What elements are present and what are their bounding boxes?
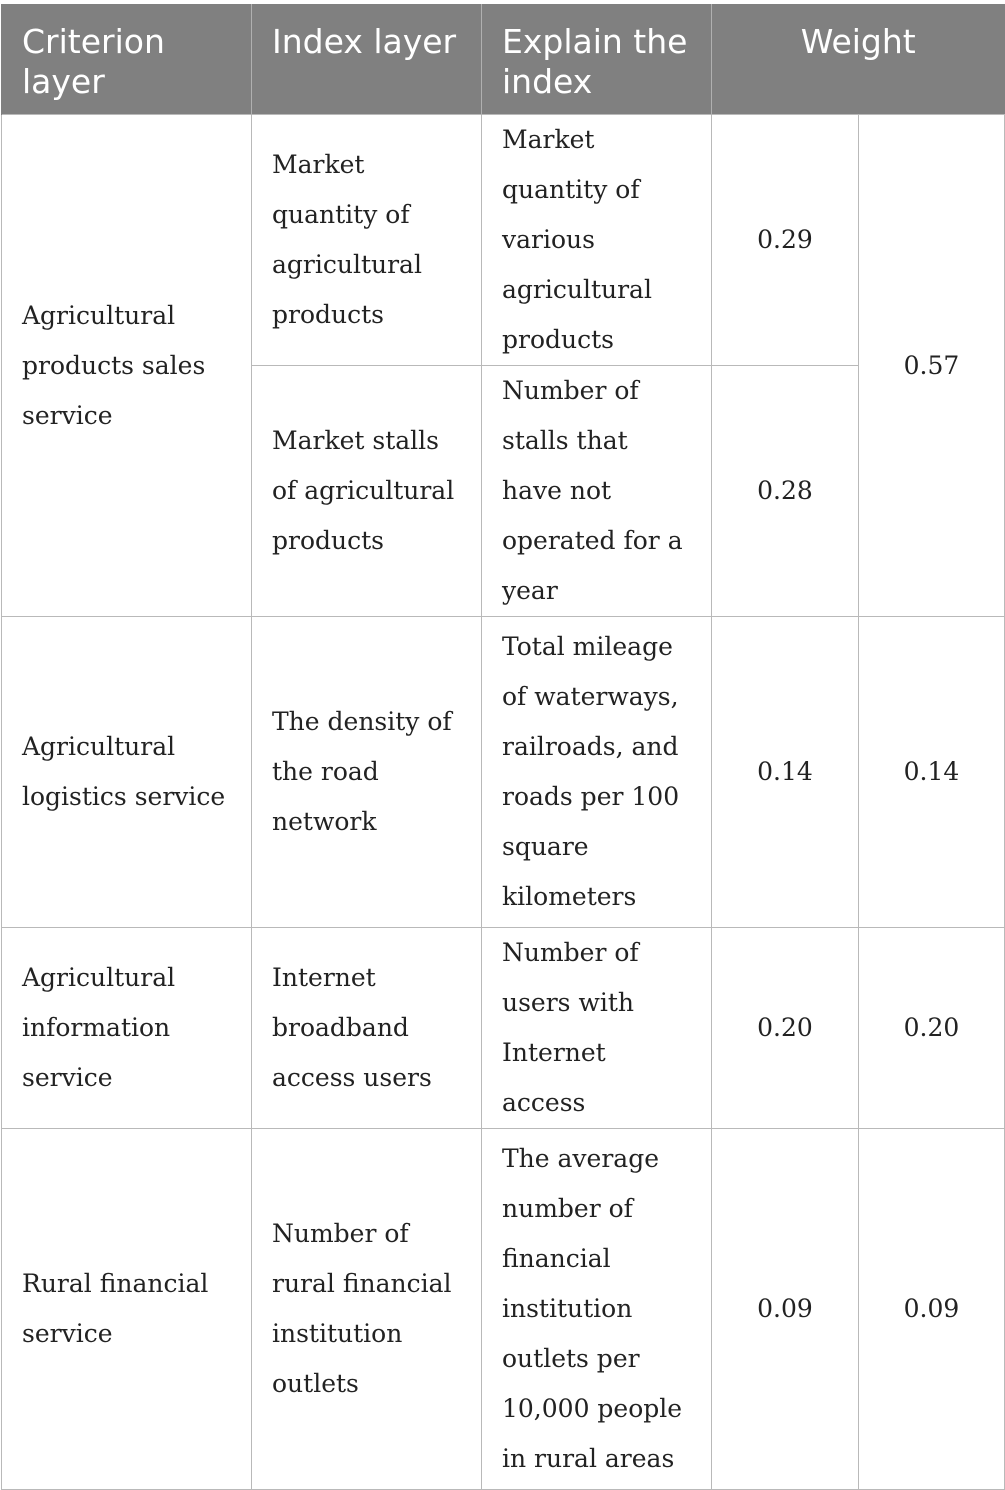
table-row <box>2 115 1005 366</box>
header-weight: Weight <box>712 4 1005 115</box>
criterion-cell: Agricultural information service <box>2 928 252 1129</box>
explain-cell: Market quantity of various agricultural products <box>482 115 712 366</box>
criterion-weight-cell: 0.57 <box>859 115 1005 617</box>
explain-cell: Number of users with Internet access <box>482 928 712 1129</box>
index-weight-cell: 0.14 <box>712 617 859 928</box>
criterion-weight-cell: 0.20 <box>859 928 1005 1129</box>
table-row <box>2 617 1005 928</box>
explain-cell: Total mileage of waterways, railroads, and roads per 100 square kilometers <box>482 617 712 928</box>
index-weight-cell: 0.28 <box>712 366 859 617</box>
criterion-cell: Agricultural logistics service <box>2 617 252 928</box>
index-cell: Market stalls of agricultural products <box>252 366 482 617</box>
table-header-row <box>2 4 1005 115</box>
header-index-layer: Index layer <box>252 4 482 115</box>
criterion-cell: Rural financial service <box>2 1129 252 1490</box>
index-weight-cell: 0.20 <box>712 928 859 1129</box>
index-weight-cell: 0.29 <box>712 115 859 366</box>
criterion-cell: Agricultural products sales service <box>2 115 252 617</box>
table-row <box>2 928 1005 1129</box>
index-cell: Internet broadband access users <box>252 928 482 1129</box>
weight-table <box>1 4 1005 1490</box>
index-cell: Market quantity of agricultural products <box>252 115 482 366</box>
index-cell: The density of the road network <box>252 617 482 928</box>
criterion-weight-cell: 0.09 <box>859 1129 1005 1490</box>
criterion-weight-cell: 0.14 <box>859 617 1005 928</box>
header-criterion-layer: Criterion layer <box>2 4 252 115</box>
explain-cell: Number of stalls that have not operated for a year <box>482 366 712 617</box>
explain-cell: The average number of financial institution outlets per 10,000 people in rural areas <box>482 1129 712 1490</box>
table-row <box>2 1129 1005 1490</box>
index-weight-cell: 0.09 <box>712 1129 859 1490</box>
index-cell: Number of rural financial institution outlets <box>252 1129 482 1490</box>
header-explain-index: Explain the index <box>482 4 712 115</box>
